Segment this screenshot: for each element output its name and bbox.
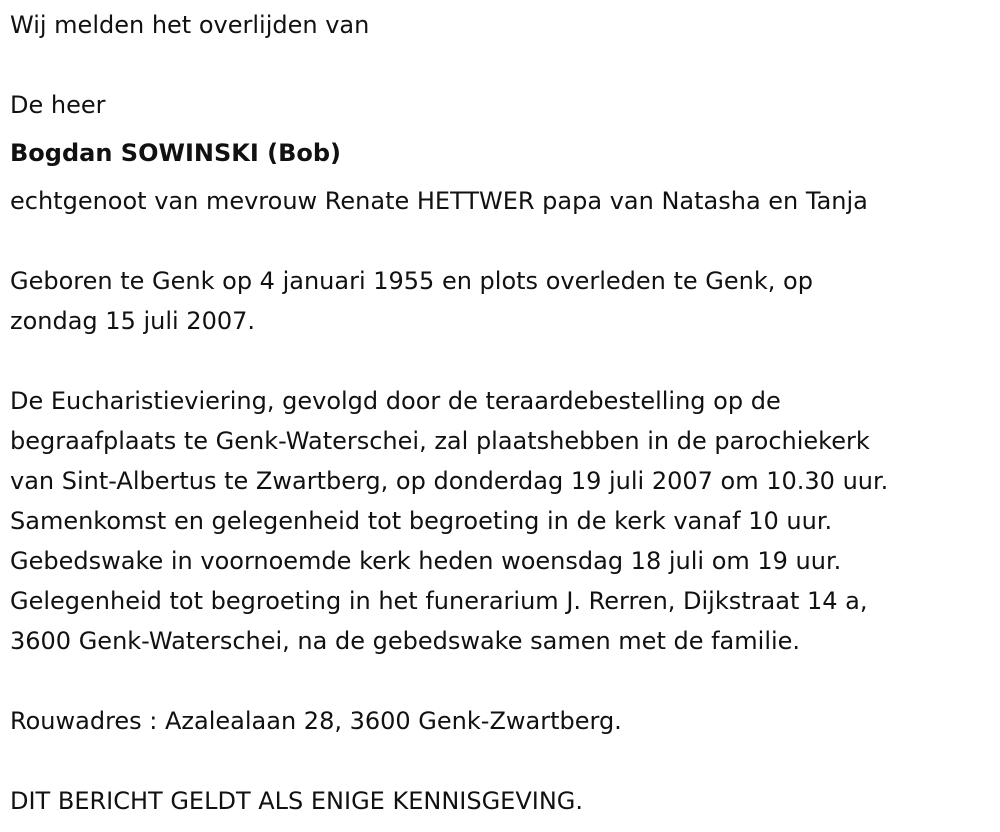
birth-death-line: Geboren te Genk op 4 januari 1955 en plots overleden te Genk, op	[10, 267, 813, 295]
service-line: Samenkomst en gelegenheid tot begroeting in de kerk vanaf 10 uur.	[10, 507, 833, 535]
relations-text: echtgenoot van mevrouw Renate HETTWER papa van Natasha en Tanja	[10, 187, 868, 215]
closing-statement: DIT BERICHT GELDT ALS ENIGE KENNISGEVING.	[10, 787, 584, 815]
service-line: van Sint-Albertus te Zwartberg, op donderdag 19 juli 2007 om 10.30 uur.	[10, 467, 889, 495]
service-line: De Eucharistieviering, gevolgd door de teraardebestelling op de	[10, 387, 781, 415]
deceased-name: Bogdan SOWINSKI (Bob)	[10, 139, 342, 167]
birth-death-line: zondag 15 juli 2007.	[10, 307, 256, 335]
intro-text: Wij melden het overlijden van	[10, 11, 370, 39]
mourning-address: Rouwadres : Azalealaan 28, 3600 Genk-Zwartberg.	[10, 707, 622, 735]
service-line: Gebedswake in voornoemde kerk heden woensdag 18 juli om 19 uur.	[10, 547, 842, 575]
service-line: 3600 Genk-Waterschei, na de gebedswake samen met de familie.	[10, 627, 801, 655]
salutation: De heer	[10, 91, 106, 119]
service-line: begraafplaats te Genk-Waterschei, zal plaatshebben in de parochiekerk	[10, 427, 870, 455]
service-line: Gelegenheid tot begroeting in het funerarium J. Rerren, Dijkstraat 14 a,	[10, 587, 868, 615]
